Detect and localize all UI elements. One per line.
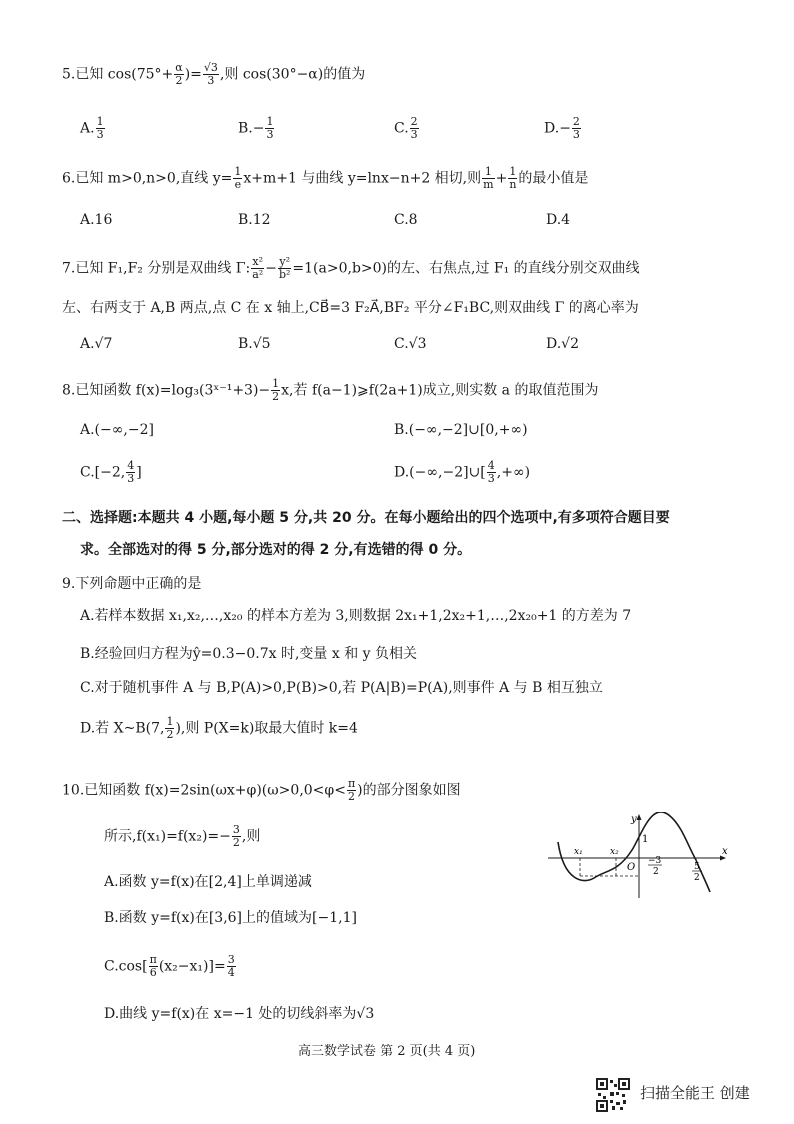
q7-option-c: C.√3 (394, 336, 427, 352)
q5-option-a: A. $\frac{1}{3}$ (80, 115, 104, 141)
q10-option-a: A.函数 y=f(x)在[2,4]上单调递减 (104, 874, 312, 890)
five-half-den: 2 (694, 873, 700, 883)
origin-label: O (627, 862, 636, 873)
five-half-num: 5 (694, 862, 700, 872)
x2-label: x₂ (610, 847, 619, 857)
q6-option-d: D.4 (546, 212, 571, 228)
q9-option-a: A.若样本数据 x₁,x₂,…,x₂₀ 的样本方差为 3,则数据 2x₁+1,2x₂+1,…,2x₂₀+1 的方差为 7 (80, 608, 632, 624)
q5-option-c: C. $\frac{2}{3}$ (394, 115, 418, 141)
y-axis-arrow (637, 814, 642, 820)
neg-three-half-num: −3 (648, 856, 662, 866)
q8-option-d: D.(−∞,−2]∪[ $\frac{4}{3}$ ,+∞) (394, 459, 531, 485)
q6-option-c: C.8 (394, 212, 418, 228)
q6-option-a: A.16 (80, 212, 113, 228)
x-axis-label: x (722, 846, 728, 857)
q8-option-b: B.(−∞,−2]∪[0,+∞) (394, 422, 528, 438)
section-2-instructions-line2: 求。全部选对的得 5 分,部分选对的得 2 分,有选错的得 0 分。 (80, 542, 472, 558)
q6-option-b: B.12 (238, 212, 271, 228)
q5-option-b: B.− $\frac{1}{3}$ (238, 115, 274, 141)
neg-three-half-den: 2 (653, 867, 659, 877)
q8-option-c: C.[−2, $\frac{4}{3}$ ] (80, 459, 142, 485)
q7-stem-line1: 7.已知 F₁,F₂ 分别是双曲线 Γ: $\frac{\text{x²}}{\text{a²}}$ − $\frac{\text{y²}}{\text{b²}}$ =1(a>0,b>0)的左、右焦点,过 F₁ 的直线分别交双曲线 (62, 255, 640, 281)
q7-option-d: D.√2 (546, 336, 580, 352)
page-footer: 高三数学试卷 第 2 页(共 4 页) (298, 1044, 476, 1059)
q10-option-d: D.曲线 y=f(x)在 x=−1 处的切线斜率为√3 (104, 1006, 375, 1022)
q7-option-a: A.√7 (80, 336, 113, 352)
q10-option-c: C.cos[ $\frac{\pi}{6}$ (x₂−x₁)]= $\frac{3}{4}$ (104, 953, 235, 979)
q8-stem: 8.已知函数 f(x)=log₃(3ˣ⁻¹+3)− $\frac{1}{2}$ x,若 f(a−1)⩾f(2a+1)成立,则实数 a 的取值范围为 (62, 377, 599, 403)
scanner-watermark-text: 扫描全能王 创建 (640, 1084, 750, 1102)
y-axis-label: y (631, 814, 637, 825)
q5-stem: 5.已知 cos(75°+ $\frac{\alpha}{2}$ )= $\frac{√3}{3}$ ,则 cos(30°−α)的值为 (62, 61, 366, 87)
q9-stem: 9.下列命题中正确的是 (62, 576, 202, 592)
q10-option-b: B.函数 y=f(x)在[3,6]上的值域为[−1,1] (104, 910, 357, 926)
q7-option-b: B.√5 (238, 336, 271, 352)
section-2-instructions-line1: 二、选择题:本题共 4 小题,每小题 5 分,共 20 分。在每小题给出的四个选项中,有多项符合题目要 (62, 510, 670, 526)
q9-option-c: C.对于随机事件 A 与 B,P(A)>0,P(B)>0,若 P(A|B)=P(A),则事件 A 与 B 相互独立 (80, 680, 603, 696)
y-one-label: 1 (642, 834, 649, 845)
q10-stem-line2: 所示,f(x₁)=f(x₂)=− $\frac{3}{2}$ ,则 (104, 823, 261, 849)
q8-option-a: A.(−∞,−2] (80, 422, 154, 438)
q10-sine-graph (540, 812, 730, 902)
q9-option-b: B.经验回归方程为ŷ=0.3−0.7x 时,变量 x 和 y 负相关 (80, 646, 418, 662)
qr-code-icon (596, 1078, 630, 1112)
q7-stem-line2: 左、右两支于 A,B 两点,点 C 在 x 轴上,CB⃗=3 F₂A⃗,BF₂ 平分∠F₁BC,则双曲线 Γ 的离心率为 (62, 300, 639, 316)
q9-option-d: D.若 X~B(7, $\frac{1}{2}$ ),则 P(X=k)取最大值时 k=4 (80, 715, 358, 741)
q5-option-d: D.− $\frac{2}{3}$ (544, 115, 580, 141)
q6-stem: 6.已知 m>0,n>0,直线 y= $\frac{1}{e}$ x+m+1 与曲线 y=lnx−n+2 相切,则 $\frac{1}{m}$ + $\frac{1}{n}$ 的最小值是 (62, 165, 589, 191)
q10-stem: 10.已知函数 f(x)=2sin(ωx+φ)(ω>0,0<φ< $\frac{\pi}{2}$ )的部分图象如图 (62, 777, 461, 803)
x1-label: x₁ (574, 847, 583, 857)
